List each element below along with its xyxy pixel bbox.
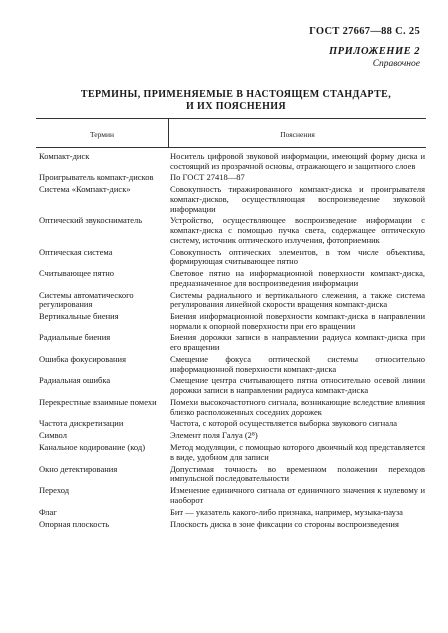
term-cell: Флаг <box>39 506 57 517</box>
explanation-cell: Смещение фокуса оптической системы относительно информационной поверхности компакт-диска <box>170 353 425 374</box>
term-cell: Считывающее пятно <box>39 268 115 279</box>
table-header-rule <box>36 147 426 148</box>
explanation-cell: Биения информационной поверхности компакт-диска в направлении нормали к опорной поверхности при его вращении <box>170 310 425 331</box>
table-row <box>36 443 426 462</box>
term-cell: Система «Компакт-диск» <box>39 184 131 195</box>
term-cell: Системы автоматического регулирования <box>39 289 134 310</box>
column-header-explanation: Пояснения <box>280 130 315 139</box>
table-row <box>36 486 426 505</box>
term-cell: Радиальная ошибка <box>39 375 111 386</box>
term-cell: Радиальные биения <box>39 332 111 343</box>
table-row <box>36 520 426 530</box>
table-row <box>36 269 426 288</box>
title-line-2: И ИХ ПОЯСНЕНИЯ <box>185 101 287 112</box>
title-line-1: ТЕРМИНЫ, ПРИМЕНЯЕМЫЕ В НАСТОЯЩЕМ СТАНДАРТЕ, <box>80 89 392 100</box>
table-row <box>36 312 426 331</box>
explanation-cell: Световое пятно на информационной поверхности компакт-диска, предназначенное для воспроизведения информации <box>170 268 425 288</box>
explanation-cell: Плоскость диска в зоне фиксации со стороны воспроизведения <box>170 518 399 529</box>
appendix-label: ПРИЛОЖЕНИЕ 2 <box>329 46 420 57</box>
table-row <box>36 185 426 214</box>
explanation-cell: Элемент поля Галуа (2⁸) <box>170 430 258 441</box>
term-cell: Оптический звукосниматель <box>39 215 143 226</box>
explanation-cell: Помехи высокочастотного сигнала, возникающие вследствие влияния близко расположенных соседних дорожек <box>170 396 425 417</box>
explanation-cell: Допустимая точность во временном положении переходов импульсной последовательности <box>170 463 425 484</box>
table-row <box>36 431 426 441</box>
standard-header: ГОСТ 27667—88 С. 25 <box>309 26 420 37</box>
term-cell: Опорная плоскость <box>39 518 110 529</box>
table-row <box>36 333 426 352</box>
table-row <box>36 152 426 171</box>
term-cell: Ошибка фокусирования <box>39 353 126 364</box>
table-row <box>36 419 426 429</box>
table-row <box>36 376 426 395</box>
table-row <box>36 216 426 245</box>
terms-table-body <box>36 152 426 531</box>
explanation-cell: Устройство, осуществляющее воспроизведение информации с компакт-диска с помощью пучка света, содержащее оптическую систему, источник оптического излучения, фотоприемник <box>170 215 425 245</box>
explanation-cell: Смещение центра считывающего пятна относительно осевой линии дорожки записи в направлении радиуса компакт-диска <box>170 375 425 396</box>
appendix-note: Справочное <box>372 59 420 69</box>
table-row <box>36 291 426 310</box>
term-cell: Перекрестные взаимные помехи <box>39 396 157 407</box>
explanation-cell: Бит — указатель какого-либо признака, например, музыка-пауза <box>170 506 403 517</box>
explanation-cell: Изменение единичного сигнала от единичного значения к нулевому и наоборот <box>170 485 425 505</box>
term-cell: Компакт-диск <box>39 151 90 161</box>
explanation-cell: Носитель цифровой звуковой информации, имеющий форму диска и состоящий из прозрачной основы, отражающего и защитного слоев <box>170 151 425 171</box>
term-cell: Проигрыватель компакт-дисков <box>39 172 154 183</box>
term-cell: Частота дискретизации <box>39 418 124 429</box>
page-title <box>50 89 422 113</box>
table-top-rule <box>36 118 426 119</box>
table-row <box>36 398 426 417</box>
table-row <box>36 248 426 267</box>
explanation-cell: Совокупность оптических элементов, в том числе объектива, формирующая считывающее пятно <box>170 246 425 267</box>
term-cell: Вертикальные биения <box>39 310 119 321</box>
explanation-cell: Совокупность тиражированного компакт-диска и проигрывателя компакт-дисков, осуществляющая воспроизведение звуковой информации <box>170 184 425 214</box>
table-row <box>36 465 426 484</box>
table-row <box>36 173 426 183</box>
term-cell: Окно детектирования <box>39 463 118 474</box>
column-header-term: Термин <box>89 130 115 139</box>
table-row <box>36 508 426 518</box>
explanation-cell: Метод модуляции, с помощью которого двоичный код представляется в виде, удобном для записи <box>170 442 425 462</box>
explanation-cell: Частота, с которой осуществляется выборка звукового сигнала <box>170 418 398 429</box>
explanation-cell: По ГОСТ 27418—87 <box>170 172 245 183</box>
table-row <box>36 355 426 374</box>
explanation-cell: Биения дорожки записи в направлении радиуса компакт-диска при его вращении <box>170 332 425 353</box>
explanation-cell: Системы радиального и вертикального слежения, а также система регулирования линейной скорости вращения компакт-диска <box>170 289 425 310</box>
term-cell: Переход <box>39 485 70 496</box>
term-cell: Канальное кодирование (код) <box>39 442 146 453</box>
term-cell: Оптическая система <box>39 246 113 257</box>
term-cell: Символ <box>39 430 67 441</box>
